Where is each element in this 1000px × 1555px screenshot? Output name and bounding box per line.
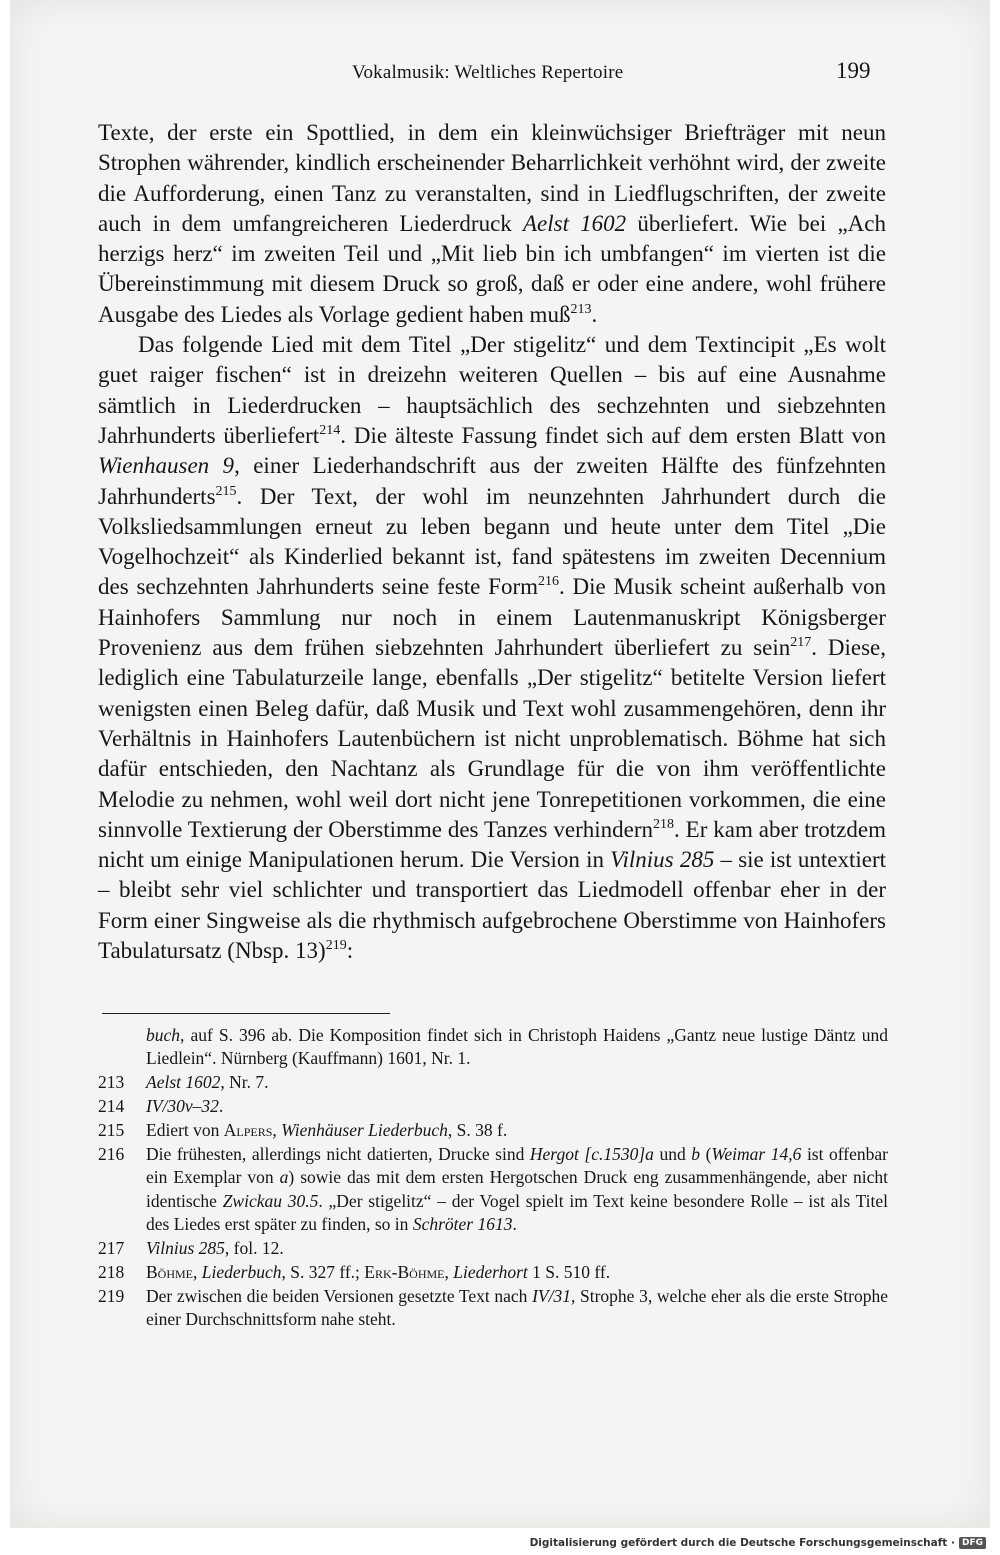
text-run: , Strophe 3, welche eher als die erste Strophe einer Durchschnittsform nahe steht. [146,1285,888,1330]
text-run: , [272,1120,282,1141]
footnotes [98,1024,888,1332]
text-run: , S. 327 ff.; [281,1261,365,1282]
footnote-marker: 215 [215,483,237,499]
text-run: . Er kam aber trotzdem nicht um einige Manipulationen herum. Die Version in [98,816,886,873]
footnote-marker: 214 [319,422,341,438]
text-run-italic: a [279,1167,289,1188]
footnote-marker: 213 [570,301,592,317]
text-run-italic: Zwickau 30.5 [222,1190,319,1211]
footnote-number: 214 [98,1096,125,1117]
text-run: , Nr. 7. [220,1072,269,1093]
footnote-marker: 216 [538,574,559,590]
author-name: Erk-Böhme [364,1261,445,1282]
text-run: . Die älteste Fassung findet sich auf dem ersten Blatt von [340,422,886,448]
text-run: , auf S. 396 ab. Die Komposition findet sich in Christoph Haidens „Gantz neue lustige Däntz und Liedlein“. Nürnberg (Kauffmann) 1601, Nr. 1. [146,1025,888,1069]
footnote-marker: 217 [790,635,812,651]
text-run: . [591,301,598,327]
footnote-number: 218 [98,1261,125,1282]
text-run: ( [700,1144,712,1165]
footnote-number: 217 [98,1237,125,1258]
footnote-continuation [98,1024,888,1070]
paragraph-1 [98,118,886,330]
running-head: Vokalmusik: Weltliches Repertoire [352,62,624,83]
text-run: Ediert von [146,1120,224,1141]
author-name: Böhme [146,1261,194,1282]
text-run: . Der Text, der wohl im neunzehnten Jahrhundert durch die Volksliedsammlungen erneut zu leben begann und heute unter dem Titel „Die Vogelhochzeit“ als Kinderlied bekannt ist, fand spätestens im zweiten Decennium des sechzehnten Jahrhunderts seine feste Form [98,483,886,600]
footnote-215 [98,1119,888,1142]
text-run: . [218,1096,224,1117]
text-run-italic: IV/30v–32 [146,1096,219,1117]
footnote-number: 215 [98,1120,125,1141]
text-run: ist offenbar ein Exemplar von [146,1144,888,1188]
credit-text: Digitalisierung gefördert durch die Deutsche Forschungsgemeinschaft · [529,1537,955,1549]
footnote-separator [102,1013,390,1014]
text-run: , S. 38 f. [447,1120,508,1141]
paragraph-2 [98,330,886,966]
footnote-marker: 218 [653,816,675,832]
footnote-number: 213 [98,1072,125,1093]
footnote-marker: 219 [325,938,347,954]
text-run-italic: Liederhort [453,1261,528,1282]
main-text [98,118,886,966]
text-run: überliefert. Wie bei „Ach herzigs herz“ im zweiten Teil und „Mit lieb bin ich umbfangen“ im vierten ist die Übereinstimmung mit diesem Druck so groß, daß er oder eine andere, wohl frühere Ausgabe des Liedes als Vorlage gedient haben muß [98,210,886,327]
footnote-216 [98,1143,888,1236]
footnote-213 [98,1071,888,1094]
footnote-219 [98,1285,888,1331]
text-run: Der zwischen die beiden Versionen gesetzte Text nach [146,1285,533,1306]
text-run-italic: Vilnius 285 [146,1237,225,1258]
text-run: ) sowie das mit dem ersten Hergotschen Druck eng zusammenhängende, aber nicht identische [146,1167,889,1211]
text-run: Die frühesten, allerdings nicht datierten, Drucke sind [146,1144,530,1165]
text-run-italic: buch [146,1025,181,1045]
text-run: 1 S. 510 ff. [527,1261,611,1282]
footnote-number: 216 [98,1144,125,1165]
text-run: . Die Musik scheint außerhalb von Hainhofers Sammlung nur noch in einem Lautenmanuskript Königsberger Provenienz aus dem frühen siebzehnten Jahrhundert überliefert zu sein [98,574,886,661]
text-run: , [193,1261,202,1282]
text-run: . Diese, lediglich eine Tabulaturzeile lange, ebenfalls „Der stigelitz“ betitelte Version liefert wenigsten einen Beleg dafür, daß Musik und Text wohl zusammengehören, denn ihr Verhältnis in Hainhofers Lautenbüchern ist nicht unproblematisch. Böhme hat sich dafür entschieden, den Nachtanz als Grundlage für die von ihm veröffentlichte Melodie zu nehmen, wohl weil dort nicht jene Tonrepetitionen vorkommen, die eine sinnvolle Textierung der Oberstimme des Tanzes verhindern [98,635,886,842]
text-run-italic: b [691,1144,701,1165]
page-number: 199 [836,58,871,83]
text-run-italic: Weimar 14,6 [711,1144,802,1165]
text-run-italic: Schröter 1613 [412,1213,513,1234]
author-name: Alpers [223,1120,273,1141]
text-run-italic: Aelst 1602 [522,210,627,236]
text-run: . [512,1213,517,1234]
text-run: und [653,1144,692,1165]
text-run: Das folgende Lied mit dem Titel „Der stigelitz“ und dem Textincipit „Es wolt guet raiger fischen“ ist in dreizehn weiteren Quellen – bis auf eine Ausnahme sämtlich in Liederdrucken – hauptsächlich des sechzehnten und siebzehnten Jahrhunderts überliefert [98,332,886,448]
text-run: – sie ist untextiert – bleibt sehr viel schlichter und transportiert das Liedmodell offenbar eher in der Form einer Singweise als die rhythmisch aufgebrochene Oberstimme von Hainhofers Tabulatursatz (Nbsp. 13) [98,847,886,964]
text-run-italic: Aelst 1602 [146,1072,221,1093]
text-run: , [444,1261,454,1282]
text-run-italic: Wienhäuser Liederbuch [281,1120,448,1141]
text-run-italic: IV/31 [532,1285,571,1306]
digitization-credit [530,1537,986,1549]
text-run-italic: Vilnius 285 [610,847,715,873]
text-run: . „Der stigelitz“ – der Vogel spielt im Text keine besondere Rolle – ist als Titel des Liedes erst später zu finden, so in [146,1190,888,1234]
text-run: , einer Liederhandschrift aus der zweiten Hälfte des fünfzehnten Jahrhunderts [98,453,886,509]
dfg-logo: DFG [959,1537,986,1549]
text-run: : [346,938,354,964]
text-run-italic: Hergot [c.1530]a [529,1144,654,1165]
text-run-italic: Liederbuch [201,1261,282,1282]
footnote-number: 219 [98,1285,125,1306]
footnote-214 [98,1095,888,1118]
text-run-italic: Wienhausen 9 [98,453,235,479]
text-run: , fol. 12. [224,1237,284,1258]
book-page [10,0,990,1528]
footnote-218 [98,1261,888,1284]
footnote-217 [98,1237,888,1260]
text-run: Texte, der erste ein Spottlied, in dem ein kleinwüchsiger Briefträger mit neun Strophen währender, kindlich erscheinender Beharrlichkeit verhöhnt wird, der zweite die Aufforderung, einen Tanz zu veranstalten, sind in Liedflugschriften, der zweite auch in dem umfangreicheren Liederdruck [98,120,886,236]
